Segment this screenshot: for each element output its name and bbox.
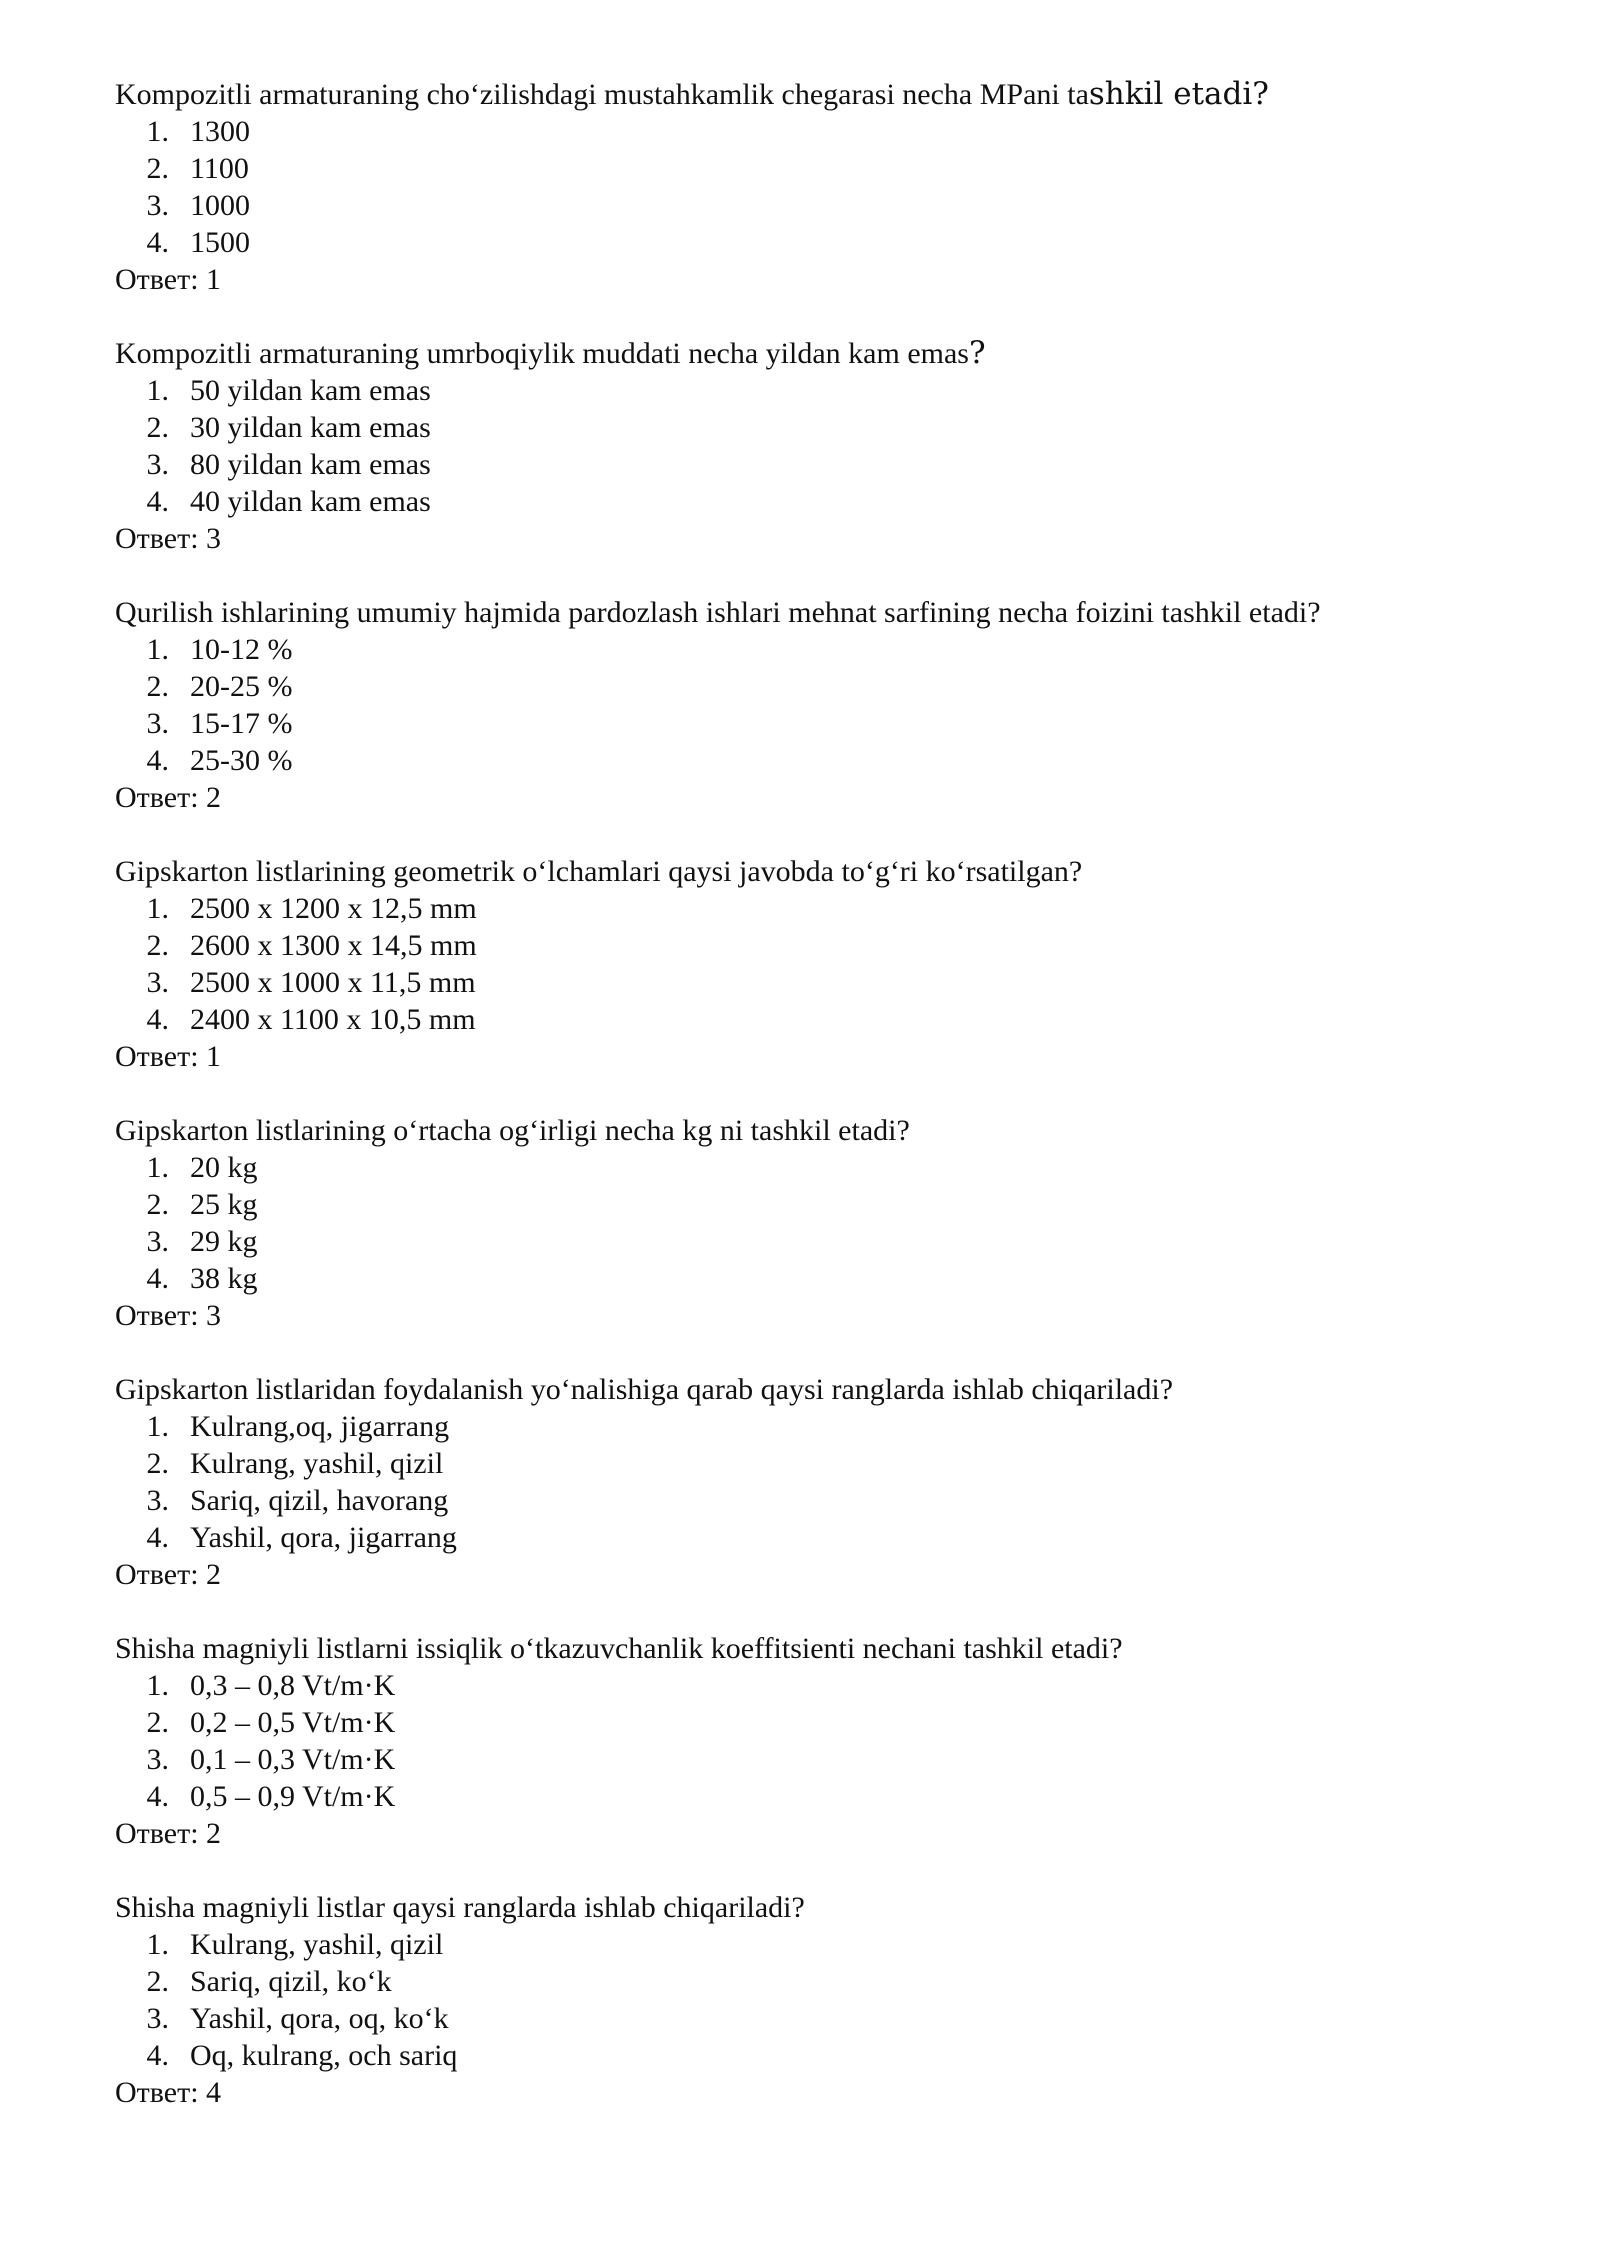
option-item: [115, 1926, 1515, 1963]
options-list: [115, 372, 1515, 520]
option-item: [115, 2037, 1515, 2074]
answer-line: [115, 1038, 1515, 1075]
answer-line: [115, 1297, 1515, 1334]
question-4: [115, 853, 1515, 1075]
option-item: [115, 150, 1515, 187]
option-item: [115, 1667, 1515, 1704]
question-1: [115, 76, 1515, 298]
option-number: 1.: [146, 1151, 169, 1184]
answer-value: 1: [206, 1040, 222, 1073]
question-text: Kompozitli armaturaning umrboqiylik muddati necha yildan kam emas?: [115, 335, 986, 371]
question-5: [115, 1112, 1515, 1334]
option-text: 10-12 %: [190, 633, 293, 666]
answer-label: Ответ:: [115, 2076, 199, 2109]
option-text: 20 kg: [190, 1151, 258, 1184]
option-number: 1.: [146, 633, 169, 666]
option-number: 1.: [146, 1669, 169, 1702]
option-text: Oq, kulrang, och sariq: [190, 2039, 458, 2072]
option-text: 2400 x 1100 x 10,5 mm: [190, 1003, 476, 1036]
option-text: 50 yildan kam emas: [190, 374, 431, 407]
option-text: 29 kg: [190, 1225, 258, 1258]
option-text: 38 kg: [190, 1262, 258, 1295]
option-number: 2.: [146, 1447, 169, 1480]
option-text: 0,1 – 0,3 Vt/m·K: [190, 1743, 396, 1776]
answer-label: Ответ:: [115, 1299, 199, 1332]
answer-label: Ответ:: [115, 263, 199, 296]
option-item: [115, 1963, 1515, 2000]
option-number: 1.: [146, 374, 169, 407]
option-text: Yashil, qora, oq, ko‘k: [190, 2002, 449, 2035]
option-item: [115, 409, 1515, 446]
answer-line: [115, 1556, 1515, 1593]
options-list: [115, 1408, 1515, 1556]
option-item: [115, 187, 1515, 224]
options-list: [115, 890, 1515, 1038]
option-text: 1300: [190, 115, 250, 148]
option-number: 4.: [146, 1262, 169, 1295]
option-number: 2.: [146, 1706, 169, 1739]
answer-value: 3: [206, 1299, 222, 1332]
option-number: 1.: [146, 1928, 169, 1961]
option-text: 1100: [190, 152, 249, 185]
option-number: 3.: [146, 448, 169, 481]
question-text: Gipskarton listlarining geometrik o‘lchamlari qaysi javobda to‘g‘ri ko‘rsatilgan?: [115, 855, 1083, 888]
option-number: 3.: [146, 1743, 169, 1776]
option-item: [115, 1408, 1515, 1445]
option-number: 2.: [146, 929, 169, 962]
option-number: 4.: [146, 485, 169, 518]
options-list: [115, 631, 1515, 779]
option-number: 1.: [146, 1410, 169, 1443]
answer-line: [115, 1815, 1515, 1852]
option-text: Kulrang, yashil, qizil: [190, 1447, 444, 1480]
option-item: [115, 1186, 1515, 1223]
option-item: [115, 113, 1515, 150]
answer-line: [115, 261, 1515, 298]
options-list: [115, 113, 1515, 261]
option-number: 4.: [146, 1003, 169, 1036]
option-number: 2.: [146, 411, 169, 444]
option-item: [115, 1445, 1515, 1482]
option-text: Sariq, qizil, ko‘k: [190, 1965, 392, 1998]
question-2: [115, 335, 1515, 557]
option-number: 2.: [146, 1965, 169, 1998]
option-text: 0,2 – 0,5 Vt/m·K: [190, 1706, 396, 1739]
answer-label: Ответ:: [115, 781, 199, 814]
option-number: 1.: [146, 115, 169, 148]
option-text: Kulrang, yashil, qizil: [190, 1928, 444, 1961]
option-item: [115, 964, 1515, 1001]
option-item: [115, 1149, 1515, 1186]
option-item: [115, 446, 1515, 483]
question-text: Gipskarton listlaridan foydalanish yo‘nalishiga qarab qaysi ranglarda ishlab chiqariladi?: [115, 1373, 1174, 1406]
option-text: 80 yildan kam emas: [190, 448, 431, 481]
option-item: [115, 1519, 1515, 1556]
question-3: [115, 594, 1515, 816]
answer-value: 2: [206, 781, 222, 814]
option-number: 3.: [146, 1225, 169, 1258]
document-page: [115, 76, 1515, 2148]
option-number: 3.: [146, 966, 169, 999]
option-text: 0,3 – 0,8 Vt/m·K: [190, 1669, 396, 1702]
option-text: Kulrang,oq, jigarrang: [190, 1410, 450, 1443]
option-item: [115, 668, 1515, 705]
options-list: [115, 1667, 1515, 1815]
question-7: [115, 1630, 1515, 1852]
option-number: 2.: [146, 152, 169, 185]
options-list: [115, 1926, 1515, 2074]
question-text: Shisha magniyli listlar qaysi ranglarda ishlab chiqariladi?: [115, 1891, 805, 1924]
option-item: [115, 224, 1515, 261]
answer-value: 1: [206, 263, 222, 296]
option-item: [115, 1741, 1515, 1778]
question-6: [115, 1371, 1515, 1593]
answer-value: 2: [206, 1817, 222, 1850]
option-item: [115, 1223, 1515, 1260]
answer-label: Ответ:: [115, 522, 199, 555]
option-text: 15-17 %: [190, 707, 293, 740]
answer-value: 2: [206, 1558, 222, 1591]
option-item: [115, 1778, 1515, 1815]
answer-value: 4: [206, 2076, 222, 2109]
option-item: [115, 742, 1515, 779]
option-number: 4.: [146, 1780, 169, 1813]
option-item: [115, 2000, 1515, 2037]
answer-line: [115, 2074, 1515, 2111]
answer-value: 3: [206, 522, 222, 555]
option-number: 3.: [146, 189, 169, 222]
question-text: Qurilish ishlarining umumiy hajmida pardozlash ishlari mehnat sarfining necha foizini tashkil etadi?: [115, 596, 1321, 629]
option-text: 1500: [190, 226, 250, 259]
option-text: Sariq, qizil, havorang: [190, 1484, 449, 1517]
answer-line: [115, 520, 1515, 557]
option-item: [115, 631, 1515, 668]
option-text: 40 yildan kam emas: [190, 485, 431, 518]
option-text: 25 kg: [190, 1188, 258, 1221]
answer-label: Ответ:: [115, 1040, 199, 1073]
option-item: [115, 1704, 1515, 1741]
question-text: Kompozitli armaturaning cho‘zilishdagi mustahkamlik chegarasi necha MPani tashkil etadi?: [115, 76, 1269, 112]
option-number: 3.: [146, 2002, 169, 2035]
option-item: [115, 890, 1515, 927]
question-text-tail: ?: [968, 335, 986, 371]
option-number: 2.: [146, 670, 169, 703]
option-text: 20-25 %: [190, 670, 293, 703]
option-text: 0,5 – 0,9 Vt/m·K: [190, 1780, 396, 1813]
options-list: [115, 1149, 1515, 1297]
answer-label: Ответ:: [115, 1558, 199, 1591]
option-item: [115, 1001, 1515, 1038]
option-text: 2600 x 1300 x 14,5 mm: [190, 929, 477, 962]
option-item: [115, 483, 1515, 520]
option-number: 4.: [146, 1521, 169, 1554]
option-text: 25-30 %: [190, 744, 293, 777]
option-item: [115, 372, 1515, 409]
option-number: 4.: [146, 2039, 169, 2072]
option-number: 3.: [146, 707, 169, 740]
answer-line: [115, 779, 1515, 816]
option-number: 3.: [146, 1484, 169, 1517]
option-text: 2500 x 1200 x 12,5 mm: [190, 892, 477, 925]
option-item: [115, 1260, 1515, 1297]
option-text: Yashil, qora, jigarrang: [190, 1521, 457, 1554]
option-number: 4.: [146, 744, 169, 777]
option-number: 4.: [146, 226, 169, 259]
option-item: [115, 927, 1515, 964]
question-8: [115, 1889, 1515, 2111]
option-text: 30 yildan kam emas: [190, 411, 431, 444]
option-text: 1000: [190, 189, 250, 222]
question-text-tail: shkil etadi?: [1088, 76, 1269, 112]
option-item: [115, 705, 1515, 742]
option-number: 1.: [146, 892, 169, 925]
option-item: [115, 1482, 1515, 1519]
question-text: Gipskarton listlarining o‘rtacha og‘irligi necha kg ni tashkil etadi?: [115, 1114, 910, 1147]
question-text: Shisha magniyli listlarni issiqlik o‘tkazuvchanlik koeffitsienti nechani tashkil etadi?: [115, 1632, 1123, 1665]
option-number: 2.: [146, 1188, 169, 1221]
answer-label: Ответ:: [115, 1817, 199, 1850]
option-text: 2500 x 1000 x 11,5 mm: [190, 966, 476, 999]
